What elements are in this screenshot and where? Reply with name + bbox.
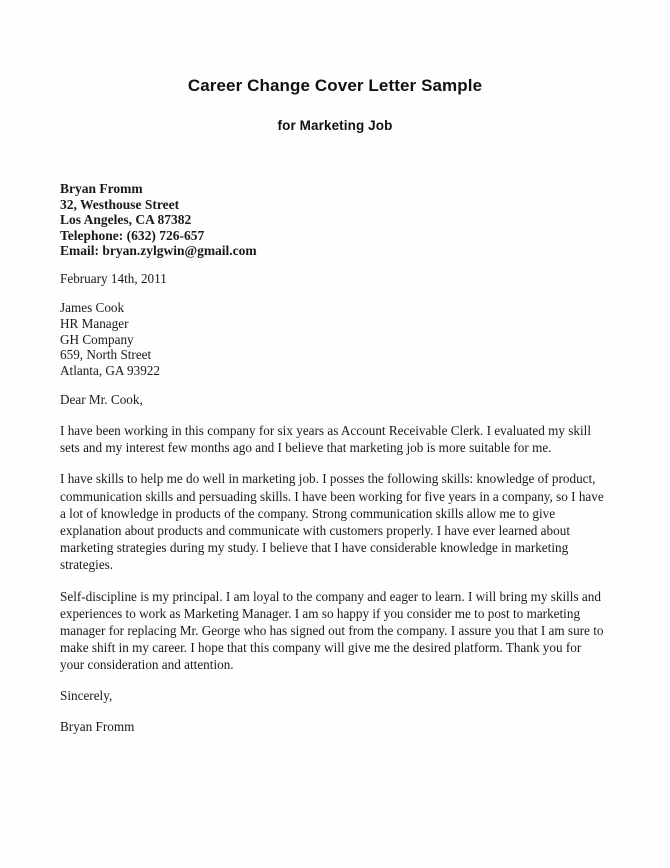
sender-name: Bryan Fromm bbox=[60, 181, 143, 196]
recipient-title: HR Manager bbox=[60, 315, 129, 331]
sender-street: 32, Westhouse Street bbox=[60, 196, 180, 212]
recipient-name: James Cook bbox=[60, 299, 125, 315]
recipient-address-block bbox=[60, 300, 605, 379]
body-paragraph-1: I have been working in this company for six years as Account Receivable Clerk. I evaluated my skill sets and my interest few months ago and I believe that marketing job is more suitable for me. bbox=[60, 422, 592, 456]
sender-telephone: Telephone: (632) 726-657 bbox=[60, 227, 205, 243]
sender-email: Email: bryan.zylgwin@gmail.com bbox=[60, 243, 257, 259]
sender-address-block bbox=[60, 181, 605, 259]
recipient-street: 659, North Street bbox=[60, 347, 152, 363]
salutation: Dear Mr. Cook, bbox=[60, 391, 143, 407]
body-paragraph-3: Self-discipline is my principal. I am loyal to the company and eager to learn. I will bring my skills and experiences to work as Marketing Manager. I am so happy if you consider me to post to marketing manager for replacing Mr. George who has signed out from the company. I assure you that I am sure to make shift in my career. I hope that this company will give me the desired platform. Thank you for your consideration and attention. bbox=[60, 588, 604, 673]
closing-line: Sincerely, bbox=[60, 687, 113, 703]
signature-name: Bryan Fromm bbox=[60, 718, 135, 734]
letter-date: February 14th, 2011 bbox=[60, 270, 167, 286]
body-paragraph-2: I have skills to help me do well in marketing job. I posses the following skills: knowledge of product, communication skills and persuading skills. I have been working for five years in a company, so I have a lot of knowledge in products of the company. Strong communication skills allow me to give explanation about products and communicate with customers properly. I have ever learned about marketing strategies during my study. I believe that I have considerable knowledge in marketing strategies. bbox=[60, 471, 604, 573]
sender-city-state-zip: Los Angeles, CA 87382 bbox=[60, 212, 192, 228]
page-subtitle: for Marketing Job bbox=[277, 118, 393, 133]
page-title: Career Change Cover Letter Sample bbox=[187, 76, 483, 95]
recipient-company: GH Company bbox=[60, 331, 134, 347]
recipient-city-state-zip: Atlanta, GA 93922 bbox=[60, 363, 160, 379]
letter-body bbox=[60, 181, 605, 735]
